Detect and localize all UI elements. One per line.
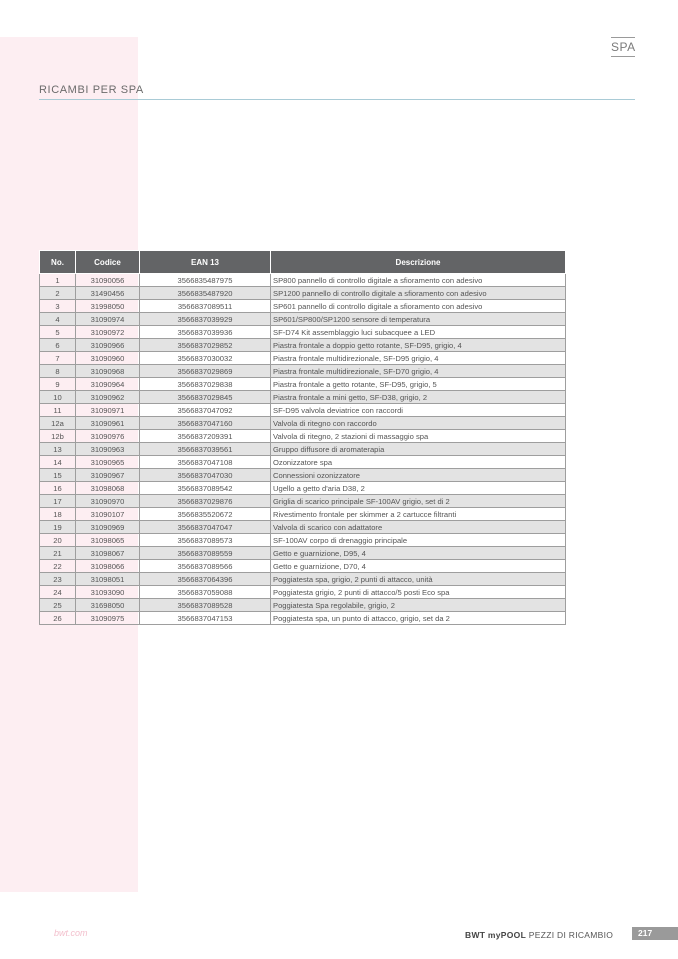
cell-no: 4: [40, 313, 76, 326]
cell-codice: 31090969: [76, 521, 140, 534]
cell-no: 1: [40, 274, 76, 287]
cell-ean: 3566837047108: [140, 456, 271, 469]
cell-descrizione: Poggiatesta grigio, 2 punti di attacco/5 posti Eco spa: [271, 586, 566, 599]
cell-ean: 3566837029852: [140, 339, 271, 352]
header-codice: Codice: [76, 251, 140, 274]
table-row: [40, 378, 566, 391]
spare-parts-table: [39, 250, 566, 625]
cell-ean: 3566837029876: [140, 495, 271, 508]
table-row: [40, 573, 566, 586]
cell-no: 18: [40, 508, 76, 521]
cell-descrizione: SP800 pannello di controllo digitale a sfioramento con adesivo: [271, 274, 566, 287]
cell-no: 9: [40, 378, 76, 391]
cell-codice: 31090963: [76, 443, 140, 456]
cell-codice: 31090968: [76, 365, 140, 378]
cell-ean: 3566837059088: [140, 586, 271, 599]
cell-ean: 3566837089542: [140, 482, 271, 495]
table-row: [40, 534, 566, 547]
table-row: [40, 599, 566, 612]
cell-descrizione: Piastra frontale a mini getto, SF-D38, grigio, 2: [271, 391, 566, 404]
cell-ean: 3566837047153: [140, 612, 271, 625]
cell-descrizione: Poggiatesta Spa regolabile, grigio, 2: [271, 599, 566, 612]
table-row: [40, 560, 566, 573]
cell-no: 24: [40, 586, 76, 599]
cell-descrizione: Piastra frontale multidirezionale, SF-D95 grigio, 4: [271, 352, 566, 365]
cell-ean: 3566837039936: [140, 326, 271, 339]
cell-descrizione: SP1200 pannello di controllo digitale a sfioramento con adesivo: [271, 287, 566, 300]
title-divider: [39, 99, 635, 100]
cell-codice: 31090971: [76, 404, 140, 417]
table-row: [40, 274, 566, 287]
cell-no: 20: [40, 534, 76, 547]
cell-descrizione: Valvola di scarico con adattatore: [271, 521, 566, 534]
cell-ean: 3566837029845: [140, 391, 271, 404]
cell-codice: 31698050: [76, 599, 140, 612]
table-row: [40, 430, 566, 443]
cell-codice: 31090966: [76, 339, 140, 352]
table-row: [40, 417, 566, 430]
table-row: [40, 326, 566, 339]
cell-codice: 31090975: [76, 612, 140, 625]
cell-ean: 3566837047047: [140, 521, 271, 534]
table-row: [40, 521, 566, 534]
cell-no: 10: [40, 391, 76, 404]
cell-descrizione: Poggiatesta spa, grigio, 2 punti di attacco, unità: [271, 573, 566, 586]
cell-ean: 3566837047030: [140, 469, 271, 482]
cell-descrizione: Poggiatesta spa, un punto di attacco, grigio, set da 2: [271, 612, 566, 625]
cell-codice: 31090970: [76, 495, 140, 508]
cell-descrizione: Getto e guarnizione, D70, 4: [271, 560, 566, 573]
cell-no: 3: [40, 300, 76, 313]
cell-descrizione: SF-D95 valvola deviatrice con raccordi: [271, 404, 566, 417]
cell-descrizione: Piastra frontale a getto rotante, SF-D95, grigio, 5: [271, 378, 566, 391]
table-row: [40, 391, 566, 404]
cell-codice: 31098051: [76, 573, 140, 586]
page-title: RICAMBI PER SPA: [39, 84, 144, 96]
cell-no: 26: [40, 612, 76, 625]
footer-caption: [465, 930, 613, 940]
cell-codice: 31490456: [76, 287, 140, 300]
cell-no: 11: [40, 404, 76, 417]
cell-no: 15: [40, 469, 76, 482]
cell-ean: 3566837029869: [140, 365, 271, 378]
cell-codice: 31098067: [76, 547, 140, 560]
cell-no: 2: [40, 287, 76, 300]
table-row: [40, 612, 566, 625]
cell-no: 17: [40, 495, 76, 508]
cell-no: 12b: [40, 430, 76, 443]
cell-descrizione: Gruppo diffusore di aromaterapia: [271, 443, 566, 456]
cell-descrizione: Griglia di scarico principale SF-100AV grigio, set di 2: [271, 495, 566, 508]
cell-no: 22: [40, 560, 76, 573]
cell-no: 13: [40, 443, 76, 456]
cell-ean: 3566837089573: [140, 534, 271, 547]
cell-ean: 3566837089566: [140, 560, 271, 573]
cell-no: 14: [40, 456, 76, 469]
cell-codice: 31098068: [76, 482, 140, 495]
header-no: No.: [40, 251, 76, 274]
cell-codice: 31090964: [76, 378, 140, 391]
footer-logo: bwt.com: [54, 928, 88, 938]
cell-descrizione: Getto e guarnizione, D95, 4: [271, 547, 566, 560]
cell-descrizione: Piastra frontale multidirezionale, SF-D70 grigio, 4: [271, 365, 566, 378]
cell-no: 12a: [40, 417, 76, 430]
cell-descrizione: Piastra frontale a doppio getto rotante, SF-D95, grigio, 4: [271, 339, 566, 352]
cell-ean: 3566837047160: [140, 417, 271, 430]
cell-ean: 3566837039929: [140, 313, 271, 326]
cell-descrizione: SP601/SP800/SP1200 sensore di temperatura: [271, 313, 566, 326]
cell-descrizione: SP601 pannello di controllo digitale a sfioramento con adesivo: [271, 300, 566, 313]
cell-no: 5: [40, 326, 76, 339]
cell-no: 23: [40, 573, 76, 586]
table-row: [40, 313, 566, 326]
cell-no: 19: [40, 521, 76, 534]
header-ean: EAN 13: [140, 251, 271, 274]
table-row: [40, 300, 566, 313]
table-row: [40, 469, 566, 482]
section-tag: SPA: [611, 37, 635, 57]
cell-no: 21: [40, 547, 76, 560]
cell-ean: 3566837030032: [140, 352, 271, 365]
cell-codice: 31090967: [76, 469, 140, 482]
cell-descrizione: Ugello a getto d'aria D38, 2: [271, 482, 566, 495]
cell-descrizione: SF-100AV corpo di drenaggio principale: [271, 534, 566, 547]
cell-ean: 3566835487975: [140, 274, 271, 287]
cell-ean: 3566837039561: [140, 443, 271, 456]
table-row: [40, 482, 566, 495]
cell-descrizione: Valvola di ritegno con raccordo: [271, 417, 566, 430]
table-row: [40, 339, 566, 352]
cell-codice: 31998050: [76, 300, 140, 313]
cell-ean: 3566835520672: [140, 508, 271, 521]
cell-codice: 31093090: [76, 586, 140, 599]
footer-subtitle: PEZZI DI RICAMBIO: [528, 930, 614, 940]
cell-no: 7: [40, 352, 76, 365]
table-row: [40, 547, 566, 560]
cell-ean: 3566837209391: [140, 430, 271, 443]
table-row: [40, 352, 566, 365]
table-header-row: [40, 251, 566, 274]
cell-codice: 31090972: [76, 326, 140, 339]
table-row: [40, 404, 566, 417]
table-row: [40, 586, 566, 599]
footer-brand: BWT myPOOL: [465, 930, 527, 940]
cell-codice: 31090107: [76, 508, 140, 521]
table-row: [40, 443, 566, 456]
cell-ean: 3566837089559: [140, 547, 271, 560]
cell-no: 8: [40, 365, 76, 378]
cell-descrizione: Ozonizzatore spa: [271, 456, 566, 469]
cell-no: 16: [40, 482, 76, 495]
header-descrizione: Descrizione: [271, 251, 566, 274]
cell-codice: 31090965: [76, 456, 140, 469]
table-row: [40, 365, 566, 378]
cell-codice: 31090974: [76, 313, 140, 326]
cell-codice: 31090976: [76, 430, 140, 443]
cell-no: 25: [40, 599, 76, 612]
cell-no: 6: [40, 339, 76, 352]
cell-ean: 3566837089528: [140, 599, 271, 612]
cell-descrizione: Rivestimento frontale per skimmer a 2 cartucce filtranti: [271, 508, 566, 521]
cell-ean: 3566835487920: [140, 287, 271, 300]
table-row: [40, 508, 566, 521]
cell-ean: 3566837064396: [140, 573, 271, 586]
cell-ean: 3566837047092: [140, 404, 271, 417]
cell-codice: 31090056: [76, 274, 140, 287]
cell-descrizione: Connessioni ozonizzatore: [271, 469, 566, 482]
table-row: [40, 456, 566, 469]
cell-codice: 31090961: [76, 417, 140, 430]
table-row: [40, 495, 566, 508]
cell-codice: 31098066: [76, 560, 140, 573]
cell-descrizione: SF-D74 Kit assemblaggio luci subacquee a LED: [271, 326, 566, 339]
table-row: [40, 287, 566, 300]
page-number: 217: [632, 927, 678, 940]
cell-codice: 31090960: [76, 352, 140, 365]
table-body: [40, 274, 566, 625]
cell-ean: 3566837029838: [140, 378, 271, 391]
cell-codice: 31098065: [76, 534, 140, 547]
cell-codice: 31090962: [76, 391, 140, 404]
cell-ean: 3566837089511: [140, 300, 271, 313]
cell-descrizione: Valvola di ritegno, 2 stazioni di massaggio spa: [271, 430, 566, 443]
